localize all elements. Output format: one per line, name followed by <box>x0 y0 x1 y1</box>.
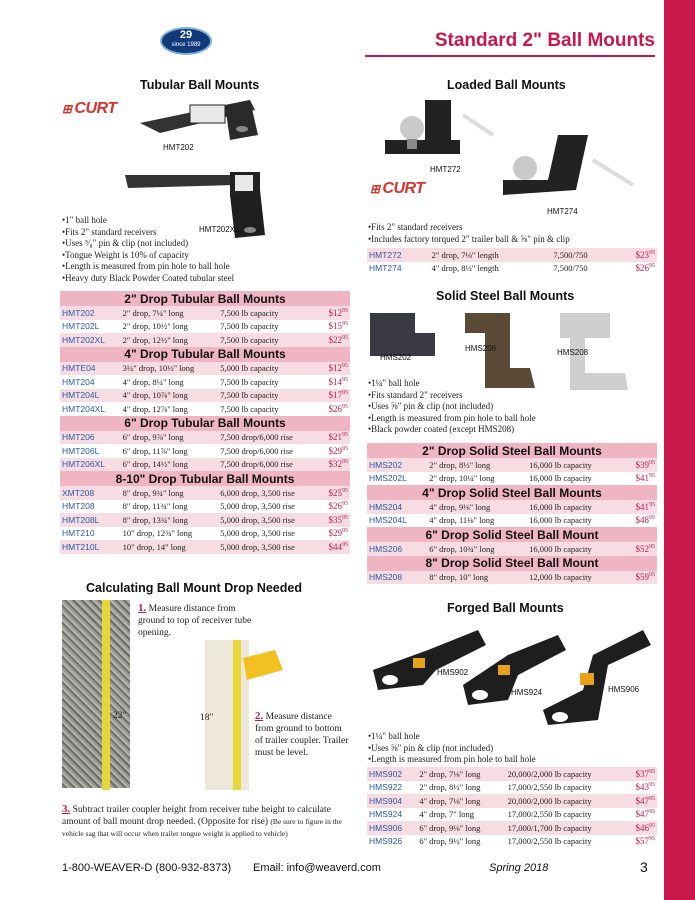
forged-table <box>367 767 657 848</box>
calc-heading: Calculating Ball Mount Drop Needed <box>86 581 302 595</box>
bullet: • 1¼" ball hole <box>368 731 536 743</box>
forged-mounts-image <box>368 625 658 735</box>
side-color-bar <box>664 0 695 900</box>
capacity: 7,500 lb capacity <box>218 306 319 320</box>
bullet: • Tongue Weight is 10% of capacity <box>62 250 234 262</box>
capacity: 5,000 drop, 3,500 rise <box>218 540 319 554</box>
capacity: 17,000/1,700 lb capacity <box>506 821 626 835</box>
capacity: 5,000 lb capacity <box>218 362 319 376</box>
price: $\$41^{95}$ <box>635 473 655 484</box>
anniversary-badge: 29 since 1989 <box>160 27 212 55</box>
desc: 4" drop, 11⅛" long <box>429 515 495 526</box>
capacity: 7,500/750 <box>551 248 616 262</box>
bullet: • Length is measured from pin hole to ball hole <box>62 261 234 273</box>
code: HMT272 <box>367 248 430 262</box>
price: $\$46^{95}$ <box>625 821 657 835</box>
label-hms202: HMS202 <box>380 353 412 362</box>
capacity: 7,500 drop/6,000 rise <box>218 458 319 472</box>
code: HMS208 <box>367 571 427 585</box>
tubular-mount-image <box>130 95 260 155</box>
desc: 4" drop, 7" long <box>419 809 474 820</box>
desc: 4" drop, 9⅛" long <box>427 500 527 514</box>
desc: 6" drop, 9½" long <box>419 836 481 847</box>
bullet: • Includes factory torqued 2" trailer ball & ⅝" pin & clip <box>368 234 570 246</box>
forged-heading: Forged Ball Mounts <box>447 601 564 615</box>
price: $\$43^{95}$ <box>635 782 655 793</box>
code: HMT206 <box>60 431 121 445</box>
price: $\$41^{95}$ <box>623 500 657 514</box>
code: HMT206XL <box>60 458 121 472</box>
desc: 6" drop, 9⅛" long <box>417 821 505 835</box>
price: $\$47^{95}$ <box>625 794 657 808</box>
capacity: 7,500/750 <box>553 263 588 274</box>
group-title: 8" Drop Solid Steel Ball Mount <box>367 556 657 571</box>
desc: 4" drop, 8¼" long <box>122 376 184 387</box>
loaded-mount-272-image <box>385 95 495 165</box>
bullet: • Uses ⅝" pin & clip (not included) <box>368 401 536 413</box>
price: $\$52^{95}$ <box>623 542 657 556</box>
bullet: • Length is measured from pin hole to ball hole <box>368 754 536 766</box>
footer-phone: 1-800-WEAVER-D (800-932-8373) <box>62 862 232 874</box>
code: HMS204 <box>367 500 427 514</box>
price: $\$35^{95}$ <box>320 513 350 527</box>
label-hms906: HMS906 <box>608 685 640 694</box>
solid-bullets <box>368 378 536 436</box>
capacity: 7,500 lb capacity <box>218 389 319 403</box>
label-hmt274: HMT274 <box>547 207 578 216</box>
loaded-bullets <box>368 222 570 245</box>
price: $\$44^{95}$ <box>320 540 350 554</box>
code: HMS206 <box>367 542 427 556</box>
step-1: 1. Measure distance from ground to top of receiver tube opening. <box>138 602 252 638</box>
bullet: • Heavy duty Black Powder Coated tubular steel <box>62 273 234 285</box>
capacity: 7,500 lb capacity <box>220 403 279 414</box>
title-rule <box>365 55 655 57</box>
capacity: 16,000 lb capacity <box>527 542 623 556</box>
price: $\$12^{95}$ <box>320 362 350 376</box>
desc: 2" drop, 12½" long <box>121 333 219 347</box>
desc: 4" drop, 7⅛" long <box>417 794 505 808</box>
price: $\$37^{95}$ <box>625 767 657 781</box>
curt-logo: ⊞ CURT <box>62 100 117 118</box>
desc: 10" drop, 12¾" long <box>122 528 193 539</box>
capacity: 5,000 drop, 3,500 rise <box>220 501 295 512</box>
price: $\$17^{95}$ <box>320 389 350 403</box>
capacity: 7,500 lb capacity <box>220 376 279 387</box>
tubular-bullets <box>62 215 234 284</box>
desc: 8" drop, 11¾" long <box>122 501 188 512</box>
capacity: 17,000/2,550 lb capacity <box>507 782 592 793</box>
code: HMS902 <box>367 767 417 781</box>
bullet: • Uses ⅝" pin & clip (not included) <box>368 743 536 755</box>
code: HMS202L <box>369 473 407 484</box>
tubular-table <box>60 291 350 554</box>
label-hmt272: HMT272 <box>430 165 461 174</box>
code: HMS922 <box>369 782 403 793</box>
price: $\$57^{95}$ <box>635 836 655 847</box>
page-number: 3 <box>640 859 648 875</box>
capacity: 16,000 lb capacity <box>529 515 592 526</box>
loaded-table <box>367 248 657 275</box>
price: $\$23^{95}$ <box>617 248 657 262</box>
loaded-mount-274-image <box>488 130 638 205</box>
loaded-heading: Loaded Ball Mounts <box>447 78 566 92</box>
step-3: 3. Subtract trailer coupler height from receiver tube height to calculate amount of ball mount drop needed. (Opposite for rise) (Be sure to figure in the vehicle sag that will occur when trailer tongue weight is applied to vehicle) <box>62 803 342 838</box>
capacity: 20,000/2,000 lb capacity <box>506 794 626 808</box>
code: HMTE04 <box>60 362 121 376</box>
capacity: 16,000 lb capacity <box>527 500 623 514</box>
desc: 4" drop, 8½" length <box>431 263 499 274</box>
label-hms924: HMS924 <box>511 688 543 697</box>
desc: 6" drop, 10¾" long <box>427 542 527 556</box>
code: HMS926 <box>369 836 403 847</box>
desc: 6" drop, 11⅞" long <box>122 445 188 456</box>
desc: 6" drop, 14½" long <box>121 458 219 472</box>
forged-bullets <box>368 731 536 766</box>
code: HMT210 <box>62 528 95 539</box>
code: HMT202XL <box>60 333 121 347</box>
step-2: 2. Measure distance from ground to bottom of trailer coupler. Trailer must be level. <box>255 710 349 758</box>
desc: 2" drop, 7¼" long <box>121 306 219 320</box>
bullet: • Fits 2" standard receivers <box>368 222 570 234</box>
desc: 10" drop, 14" long <box>121 540 219 554</box>
price: $\$21^{95}$ <box>320 431 350 445</box>
bullet: • Length is measured from pin hole to ball hole <box>368 413 536 425</box>
capacity: 16,000 lb capacity <box>529 473 592 484</box>
bullet: • Uses ⁵⁄₈" pin & clip (not included) <box>62 238 234 250</box>
desc: 4" drop, 12⅞" long <box>122 403 188 414</box>
price: $\$22^{95}$ <box>320 333 350 347</box>
code: HMT202L <box>62 321 100 332</box>
vehicle-measure-photo <box>62 600 130 788</box>
code: HMT202 <box>60 306 121 320</box>
code: HMS904 <box>367 794 417 808</box>
price: $\$32^{95}$ <box>320 458 350 472</box>
solid-table <box>367 443 657 584</box>
label-hms206: HMS206 <box>465 344 497 353</box>
group-title: 2" Drop Tubular Ball Mounts <box>60 291 350 306</box>
desc: 4" drop, 10⅞" long <box>121 389 219 403</box>
capacity: 12,000 lb capacity <box>527 571 623 585</box>
desc: 2" drop, 7⅛" length <box>430 248 552 262</box>
code: HMT208L <box>60 513 121 527</box>
measure-2-value: 18" <box>200 713 214 723</box>
capacity: 7,500 drop/6,000 rise <box>220 445 293 456</box>
capacity: 7,500 drop/6,000 rise <box>218 431 319 445</box>
price: $\$25^{95}$ <box>320 486 350 500</box>
curt-logo-2: ⊞ CURT <box>370 180 425 198</box>
price: $\$39^{95}$ <box>623 458 657 472</box>
bullet: • Fits standard 2" receivers <box>368 390 536 402</box>
capacity: 5,000 drop, 3,500 rise <box>218 513 319 527</box>
bullet: • 1¼" ball hole <box>368 378 536 390</box>
desc: 2" drop, 8½" long <box>419 782 481 793</box>
code: HMS906 <box>367 821 417 835</box>
code: HMS202 <box>367 458 427 472</box>
price: $\$47^{95}$ <box>635 809 655 820</box>
group-title: 6" Drop Solid Steel Ball Mount <box>367 527 657 542</box>
code: HMT204XL <box>62 403 105 414</box>
price: $\$26^{95}$ <box>328 501 348 512</box>
page-title: Standard 2" Ball Mounts <box>434 30 655 51</box>
price: $\$26^{95}$ <box>328 403 348 414</box>
desc: 2" drop, 10¼" long <box>429 473 495 484</box>
desc: 8" drop, 10" long <box>427 571 527 585</box>
desc: 2" drop, 7⅛" long <box>417 767 505 781</box>
code: HMS924 <box>369 809 403 820</box>
capacity: 20,000/2,000 lb capacity <box>506 767 626 781</box>
desc: 2" drop, 8½" long <box>427 458 527 472</box>
bullet: • 1" ball hole <box>62 215 234 227</box>
measure-1-value: 22" <box>113 711 127 721</box>
code: HMS204L <box>369 515 407 526</box>
code: HMT204 <box>62 376 95 387</box>
footer-season: Spring 2018 <box>489 862 549 874</box>
bullet: • Fits 2" standard receivers <box>62 227 234 239</box>
code: HMT274 <box>369 263 402 274</box>
price: $\$12^{95}$ <box>320 306 350 320</box>
desc: 8" drop, 13¾" long <box>121 513 219 527</box>
price: $\$29^{95}$ <box>328 445 348 456</box>
price: $\$15^{95}$ <box>328 321 348 332</box>
capacity: 6,000 drop, 3,500 rise <box>218 486 319 500</box>
price: $\$26^{95}$ <box>635 263 655 274</box>
price: $\$29^{95}$ <box>328 528 348 539</box>
label-hms902: HMS902 <box>437 668 469 677</box>
label-hms208: HMS208 <box>557 348 589 357</box>
group-title: 8-10" Drop Tubular Ball Mounts <box>60 471 350 486</box>
capacity: 17,000/2,550 lb capacity <box>507 836 592 847</box>
bullet: • Black powder coated (except HMS208) <box>368 424 536 436</box>
tape-measure-1 <box>100 600 112 790</box>
group-title: 2" Drop Solid Steel Ball Mounts <box>367 443 657 458</box>
code: HMT210L <box>60 540 121 554</box>
code: XMT208 <box>60 486 121 500</box>
price: $\$48^{95}$ <box>635 515 655 526</box>
solid-heading: Solid Steel Ball Mounts <box>436 289 575 303</box>
capacity: 7,500 lb capacity <box>218 333 319 347</box>
desc: 6" drop, 9⅞" long <box>121 431 219 445</box>
footer-email: Email: info@weaverd.com <box>253 862 381 874</box>
desc: 3¼" drop, 10½" long <box>121 362 219 376</box>
group-title: 6" Drop Tubular Ball Mounts <box>60 416 350 431</box>
group-title: 4" Drop Tubular Ball Mounts <box>60 347 350 362</box>
code: HMT206L <box>62 445 100 456</box>
code: HMT204L <box>60 389 121 403</box>
price: $\$14^{95}$ <box>328 376 348 387</box>
tubular-heading: Tubular Ball Mounts <box>140 78 260 92</box>
desc: 8" drop, 9¾" long <box>121 486 219 500</box>
code: HMT208 <box>62 501 95 512</box>
capacity: 16,000 lb capacity <box>527 458 623 472</box>
label-hmt202xl: HMT202XL <box>199 225 240 234</box>
group-title: 4" Drop Solid Steel Ball Mounts <box>367 485 657 500</box>
capacity: 17,000/2,550 lb capacity <box>507 809 592 820</box>
capacity: 7,500 lb capacity <box>220 321 279 332</box>
capacity: 5,000 drop, 3,500 rise <box>220 528 295 539</box>
price: $\$59^{95}$ <box>623 571 657 585</box>
label-hmt202: HMT202 <box>163 143 194 152</box>
desc: 2" drop, 10½" long <box>122 321 188 332</box>
